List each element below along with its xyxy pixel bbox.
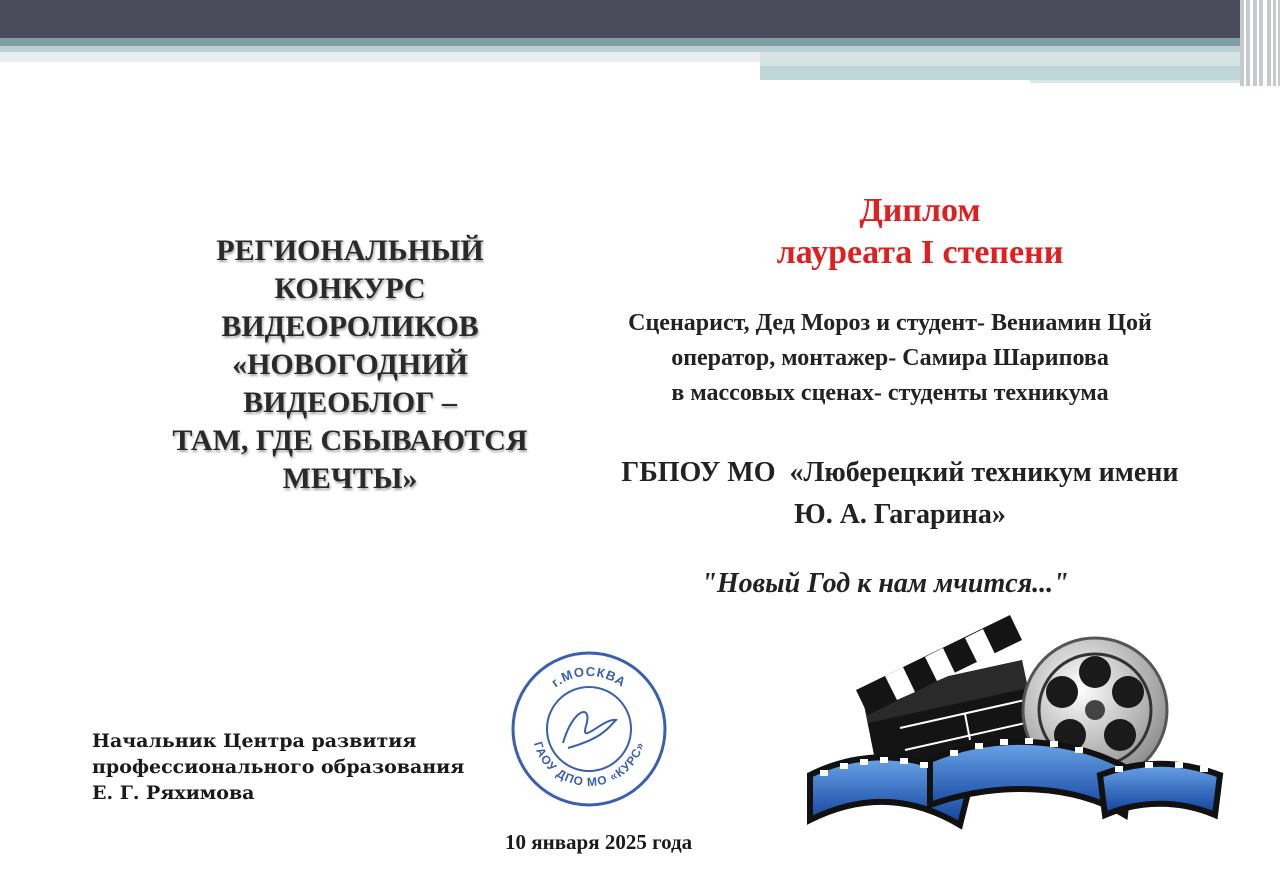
stamp-org: ГАОУ ДПО МО «КУРС» [530,739,648,790]
contest-title-line: ВИДЕОРОЛИКОВ [221,310,479,343]
contest-title-line: МЕЧТЫ» [282,462,418,495]
contest-title-line: РЕГИОНАЛЬНЫЙ [216,234,484,267]
stamp-signature [563,712,616,748]
cinema-decoration [800,600,1230,840]
stamp-city: г.МОСКВА [548,663,630,691]
header-band [0,38,1280,46]
signature-position: профессионального образования [92,756,465,778]
header-band [760,66,1240,80]
organization-line: Ю. А. Гагарина» [794,499,1006,530]
header-band [0,52,760,62]
contest-title [150,232,550,498]
signature-block [92,728,464,806]
svg-text:ГАОУ ДПО МО «КУРС» [531,740,647,789]
header-band [1030,80,1240,83]
contest-title-line: «НОВОГОДНИЙ [232,348,468,381]
diploma-title: Диплом [859,192,981,229]
header-stripes [1240,0,1280,86]
signature-name: Е. Г. Ряхимова [92,782,255,804]
contest-title-line: КОНКУРС [274,272,426,305]
issue-date: 10 января 2025 года [505,830,693,854]
organization-line: ГБПОУ МО «Люберецкий техникум имени [621,457,1179,488]
role-line: в массовых сценах- студенты техникума [671,380,1109,406]
organization-block [560,452,1240,536]
role-line: оператор, монтажер- Самира Шарипова [671,345,1109,371]
film-strip-icon [810,738,1220,825]
role-line: Сценарист, Дед Мороз и студент- Вениамин Цой [628,310,1152,336]
diploma-subtitle: лауреата I степени [776,234,1064,271]
contest-title-line: ТАМ, ГДЕ СБЫВАЮТСЯ [172,424,528,457]
work-title: "Новый Год к нам мчится..." [701,568,1069,599]
header-bar [0,0,1280,38]
contest-title-line: ВИДЕОБЛОГ – [243,386,457,419]
diploma-heading [720,190,1120,274]
roles-block [560,306,1220,411]
official-stamp [508,648,670,810]
header-band [760,52,1240,66]
signature-position: Начальник Центра развития [92,730,417,752]
